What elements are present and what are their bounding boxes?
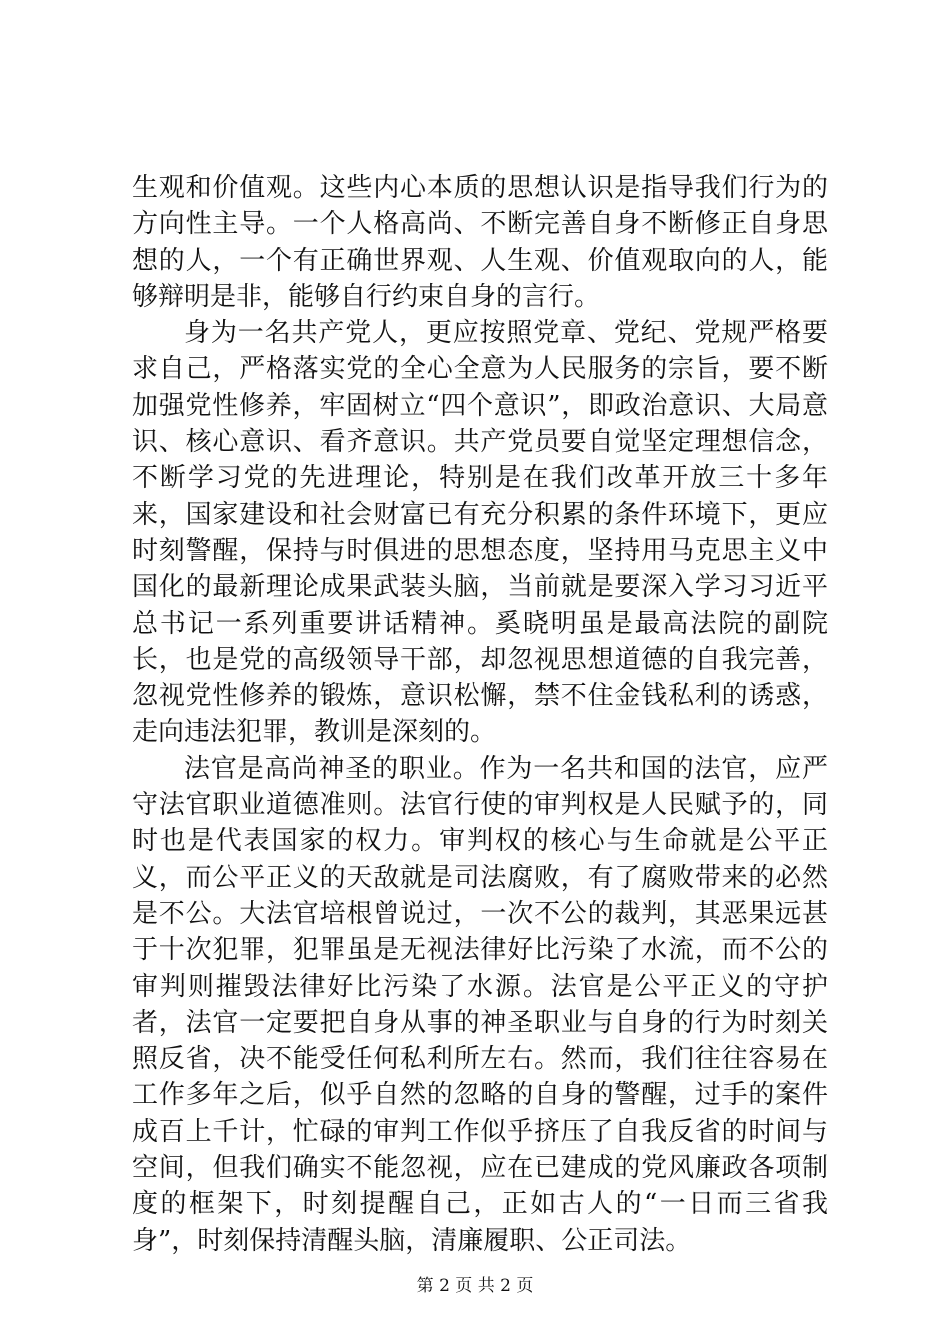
paragraph-2: 身为一名共产党人，更应按照党章、党纪、党规严格要求自己，严格落实党的全心全意为人民服务的宗旨，要不断加强党性修养，牢固树立“四个意识”，即政治意识、大局意识、核心意识、看齐意识。共产党员要自觉坚定理想信念，不断学习党的先进理论，特别是在我们改革开放三十多年来，国家建设和社会财富已有充分积累的条件环境下，更应时刻警醒，保持与时俱进的思想态度，坚持用马克思主义中国化的最新理论成果武装头脑，当前就是要深入学习习近平总书记一系列重要讲话精神。奚晓明虽是最高法院的副院长，也是党的高级领导干部，却忽视思想道德的自我完善，忽视党性修养的锻炼，意识松懈，禁不住金钱私利的诱惑，走向违法犯罪，教训是深刻的。 xyxy=(132,318,828,748)
document-body xyxy=(132,170,828,1259)
paragraph-1: 生观和价值观。这些内心本质的思想认识是指导我们行为的方向性主导。一个人格高尚、不断完善自身不断修正自身思想的人，一个有正确世界观、人生观、价值观取向的人，能够辩明是非，能够自行约束自身的言行。 xyxy=(132,173,828,312)
paragraph-3: 法官是高尚神圣的职业。作为一名共和国的法官，应严守法官职业道德准则。法官行使的审判权是人民赋予的，同时也是代表国家的权力。审判权的核心与生命就是公平正义，而公平正义的天敌就是司法腐败，有了腐败带来的必然是不公。大法官培根曾说过，一次不公的裁判，其恶果远甚于十次犯罪，犯罪虽是无视法律好比污染了水流，而不公的审判则摧毁法律好比污染了水源。法官是公平正义的守护者，法官一定要把自身从事的神圣职业与自身的行为时刻关照反省，决不能受任何私利所左右。然而，我们往往容易在工作多年之后，似乎自然的忽略的自身的警醒，过手的案件成百上千计，忙碌的审判工作似乎挤压了自我反省的时间与空间，但我们确实不能忽视，应在已建成的党风廉政各项制度的框架下，时刻提醒自己，正如古人的“一日而三省我身”，时刻保持清醒头脑，清廉履职、公正司法。 xyxy=(132,753,828,1256)
page-number-footer: 第 2 页 共 2 页 xyxy=(416,1276,534,1296)
